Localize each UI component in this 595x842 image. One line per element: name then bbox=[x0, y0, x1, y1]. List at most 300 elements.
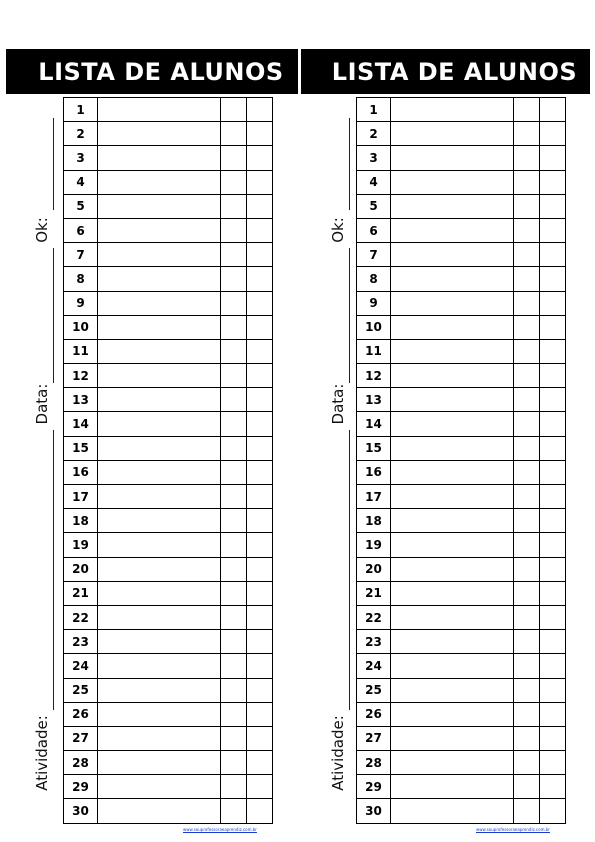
student-row bbox=[64, 557, 273, 581]
student-name-field[interactable] bbox=[391, 630, 514, 654]
check-box-cell[interactable] bbox=[247, 122, 273, 146]
student-name-field[interactable] bbox=[98, 460, 221, 484]
student-row bbox=[64, 799, 273, 823]
student-name-field[interactable] bbox=[98, 702, 221, 726]
student-number: 1 bbox=[357, 98, 391, 122]
student-number: 11 bbox=[357, 339, 391, 363]
check-box-cell[interactable] bbox=[514, 194, 540, 218]
check-box-cell[interactable] bbox=[221, 267, 247, 291]
check-box-cell[interactable] bbox=[514, 243, 540, 267]
student-row bbox=[357, 267, 566, 291]
student-number: 11 bbox=[64, 339, 98, 363]
check-box-cell[interactable] bbox=[221, 194, 247, 218]
sidebar-right bbox=[318, 108, 358, 823]
check-box-cell[interactable] bbox=[247, 605, 273, 629]
student-row bbox=[64, 460, 273, 484]
student-name-field[interactable] bbox=[391, 775, 514, 799]
check-box-cell[interactable] bbox=[247, 315, 273, 339]
footer-link-left[interactable]: www.souprofessoraeaprendiz.com.br bbox=[183, 827, 257, 832]
student-row bbox=[357, 460, 566, 484]
check-box-cell[interactable] bbox=[221, 509, 247, 533]
student-row bbox=[64, 315, 273, 339]
student-name-field[interactable] bbox=[98, 775, 221, 799]
check-box-cell[interactable] bbox=[514, 122, 540, 146]
check-box-cell[interactable] bbox=[514, 388, 540, 412]
check-box-cell[interactable] bbox=[221, 460, 247, 484]
check-box-cell[interactable] bbox=[221, 315, 247, 339]
check-box-cell[interactable] bbox=[540, 339, 566, 363]
student-row bbox=[64, 775, 273, 799]
student-row bbox=[357, 702, 566, 726]
check-box-cell[interactable] bbox=[247, 509, 273, 533]
check-box-cell[interactable] bbox=[221, 98, 247, 122]
check-box-cell[interactable] bbox=[514, 775, 540, 799]
student-name-field[interactable] bbox=[391, 291, 514, 315]
check-box-cell[interactable] bbox=[247, 533, 273, 557]
check-box-cell[interactable] bbox=[540, 678, 566, 702]
list-title-text-left: LISTA DE ALUNOS bbox=[38, 57, 284, 86]
data-label-right: Data: bbox=[329, 383, 347, 425]
student-table-right bbox=[356, 97, 566, 824]
student-table-left bbox=[63, 97, 273, 824]
student-number: 5 bbox=[357, 194, 391, 218]
check-box-cell[interactable] bbox=[514, 605, 540, 629]
student-name-field[interactable] bbox=[98, 485, 221, 509]
check-box-cell[interactable] bbox=[221, 170, 247, 194]
student-name-field[interactable] bbox=[391, 485, 514, 509]
student-row bbox=[64, 726, 273, 750]
student-number: 4 bbox=[64, 170, 98, 194]
student-name-field[interactable] bbox=[391, 751, 514, 775]
check-box-cell[interactable] bbox=[247, 436, 273, 460]
student-number: 16 bbox=[64, 460, 98, 484]
student-name-field[interactable] bbox=[98, 98, 221, 122]
student-row bbox=[357, 412, 566, 436]
check-box-cell[interactable] bbox=[221, 557, 247, 581]
student-name-field[interactable] bbox=[98, 557, 221, 581]
student-name-field[interactable] bbox=[98, 364, 221, 388]
check-box-cell[interactable] bbox=[221, 364, 247, 388]
check-box-cell[interactable] bbox=[221, 218, 247, 242]
student-name-field[interactable] bbox=[98, 581, 221, 605]
check-box-cell[interactable] bbox=[514, 630, 540, 654]
student-number: 16 bbox=[357, 460, 391, 484]
student-name-field[interactable] bbox=[98, 533, 221, 557]
student-number: 25 bbox=[357, 678, 391, 702]
student-number: 5 bbox=[64, 194, 98, 218]
check-box-cell[interactable] bbox=[221, 678, 247, 702]
check-box-cell[interactable] bbox=[540, 509, 566, 533]
student-number: 24 bbox=[64, 654, 98, 678]
check-box-cell[interactable] bbox=[221, 291, 247, 315]
student-number: 25 bbox=[64, 678, 98, 702]
student-number: 4 bbox=[357, 170, 391, 194]
student-name-field[interactable] bbox=[391, 364, 514, 388]
check-box-cell[interactable] bbox=[514, 702, 540, 726]
student-number: 22 bbox=[357, 605, 391, 629]
student-name-field[interactable] bbox=[391, 436, 514, 460]
check-box-cell[interactable] bbox=[540, 702, 566, 726]
check-box-cell[interactable] bbox=[221, 799, 247, 823]
student-name-field[interactable] bbox=[98, 436, 221, 460]
student-row bbox=[64, 291, 273, 315]
check-box-cell[interactable] bbox=[514, 146, 540, 170]
check-box-cell[interactable] bbox=[514, 485, 540, 509]
student-name-field[interactable] bbox=[391, 799, 514, 823]
student-row bbox=[357, 726, 566, 750]
student-row bbox=[64, 388, 273, 412]
check-box-cell[interactable] bbox=[247, 339, 273, 363]
check-box-cell[interactable] bbox=[247, 267, 273, 291]
student-number: 1 bbox=[64, 98, 98, 122]
student-row bbox=[357, 605, 566, 629]
student-name-field[interactable] bbox=[98, 799, 221, 823]
student-row bbox=[357, 98, 566, 122]
check-box-cell[interactable] bbox=[540, 218, 566, 242]
student-row bbox=[64, 581, 273, 605]
student-number: 10 bbox=[64, 315, 98, 339]
check-box-cell[interactable] bbox=[540, 170, 566, 194]
check-box-cell[interactable] bbox=[247, 581, 273, 605]
student-name-field[interactable] bbox=[98, 194, 221, 218]
check-box-cell[interactable] bbox=[247, 146, 273, 170]
check-box-cell[interactable] bbox=[514, 533, 540, 557]
check-box-cell[interactable] bbox=[540, 146, 566, 170]
student-number: 10 bbox=[357, 315, 391, 339]
student-number: 18 bbox=[64, 509, 98, 533]
student-row bbox=[357, 170, 566, 194]
student-name-field[interactable] bbox=[98, 243, 221, 267]
check-box-cell[interactable] bbox=[247, 364, 273, 388]
student-name-field[interactable] bbox=[391, 412, 514, 436]
student-name-field[interactable] bbox=[98, 412, 221, 436]
student-name-field[interactable] bbox=[98, 122, 221, 146]
student-number: 21 bbox=[357, 581, 391, 605]
check-box-cell[interactable] bbox=[221, 243, 247, 267]
check-box-cell[interactable] bbox=[514, 654, 540, 678]
check-box-cell[interactable] bbox=[247, 460, 273, 484]
ok-label-right: Ok: bbox=[329, 217, 347, 243]
check-box-cell[interactable] bbox=[514, 364, 540, 388]
student-name-field[interactable] bbox=[98, 218, 221, 242]
check-box-cell[interactable] bbox=[247, 726, 273, 750]
ok-line-left bbox=[53, 118, 54, 210]
student-row bbox=[357, 533, 566, 557]
check-box-cell[interactable] bbox=[247, 799, 273, 823]
student-name-field[interactable] bbox=[391, 267, 514, 291]
student-row bbox=[357, 678, 566, 702]
student-number: 18 bbox=[357, 509, 391, 533]
student-row bbox=[64, 98, 273, 122]
check-box-cell[interactable] bbox=[221, 654, 247, 678]
student-name-field[interactable] bbox=[98, 146, 221, 170]
student-name-field[interactable] bbox=[391, 194, 514, 218]
student-row bbox=[64, 218, 273, 242]
student-name-field[interactable] bbox=[98, 654, 221, 678]
check-box-cell[interactable] bbox=[514, 581, 540, 605]
check-box-cell[interactable] bbox=[540, 388, 566, 412]
check-box-cell[interactable] bbox=[247, 485, 273, 509]
check-box-cell[interactable] bbox=[540, 799, 566, 823]
check-box-cell[interactable] bbox=[540, 267, 566, 291]
student-row bbox=[357, 751, 566, 775]
student-name-field[interactable] bbox=[391, 726, 514, 750]
check-box-cell[interactable] bbox=[247, 678, 273, 702]
check-box-cell[interactable] bbox=[540, 557, 566, 581]
check-box-cell[interactable] bbox=[247, 291, 273, 315]
student-row bbox=[357, 218, 566, 242]
student-name-field[interactable] bbox=[391, 98, 514, 122]
student-row bbox=[64, 436, 273, 460]
check-box-cell[interactable] bbox=[247, 702, 273, 726]
student-name-field[interactable] bbox=[98, 751, 221, 775]
student-number: 17 bbox=[64, 485, 98, 509]
check-box-cell[interactable] bbox=[540, 243, 566, 267]
check-box-cell[interactable] bbox=[247, 654, 273, 678]
student-name-field[interactable] bbox=[391, 605, 514, 629]
student-name-field[interactable] bbox=[98, 726, 221, 750]
check-box-cell[interactable] bbox=[221, 485, 247, 509]
student-name-field[interactable] bbox=[391, 388, 514, 412]
check-box-cell[interactable] bbox=[247, 388, 273, 412]
student-name-field[interactable] bbox=[391, 509, 514, 533]
check-box-cell[interactable] bbox=[247, 630, 273, 654]
check-box-cell[interactable] bbox=[540, 98, 566, 122]
student-number: 12 bbox=[357, 364, 391, 388]
student-name-field[interactable] bbox=[391, 533, 514, 557]
check-box-cell[interactable] bbox=[540, 726, 566, 750]
check-box-cell[interactable] bbox=[221, 412, 247, 436]
check-box-cell[interactable] bbox=[221, 388, 247, 412]
student-number: 7 bbox=[357, 243, 391, 267]
student-name-field[interactable] bbox=[391, 146, 514, 170]
check-box-cell[interactable] bbox=[540, 412, 566, 436]
student-name-field[interactable] bbox=[391, 339, 514, 363]
student-row bbox=[357, 557, 566, 581]
check-box-cell[interactable] bbox=[540, 194, 566, 218]
check-box-cell[interactable] bbox=[221, 146, 247, 170]
student-number: 27 bbox=[64, 726, 98, 750]
check-box-cell[interactable] bbox=[221, 436, 247, 460]
check-box-cell[interactable] bbox=[221, 533, 247, 557]
student-row bbox=[64, 170, 273, 194]
check-box-cell[interactable] bbox=[514, 436, 540, 460]
check-box-cell[interactable] bbox=[221, 339, 247, 363]
student-name-field[interactable] bbox=[391, 581, 514, 605]
check-box-cell[interactable] bbox=[221, 726, 247, 750]
student-name-field[interactable] bbox=[391, 702, 514, 726]
student-name-field[interactable] bbox=[391, 218, 514, 242]
student-name-field[interactable] bbox=[391, 315, 514, 339]
student-row bbox=[357, 654, 566, 678]
student-row bbox=[64, 364, 273, 388]
check-box-cell[interactable] bbox=[514, 509, 540, 533]
student-number: 28 bbox=[64, 751, 98, 775]
student-row bbox=[357, 509, 566, 533]
check-box-cell[interactable] bbox=[514, 460, 540, 484]
ok-line-right bbox=[349, 118, 350, 210]
student-name-field[interactable] bbox=[391, 460, 514, 484]
student-name-field[interactable] bbox=[391, 654, 514, 678]
check-box-cell[interactable] bbox=[514, 339, 540, 363]
student-number: 23 bbox=[64, 630, 98, 654]
check-box-cell[interactable] bbox=[540, 436, 566, 460]
check-box-cell[interactable] bbox=[221, 775, 247, 799]
student-number: 13 bbox=[357, 388, 391, 412]
atividade-line-left bbox=[53, 430, 54, 710]
student-row bbox=[64, 194, 273, 218]
student-name-field[interactable] bbox=[391, 122, 514, 146]
list-title-right bbox=[301, 49, 590, 94]
check-box-cell[interactable] bbox=[221, 605, 247, 629]
list-title-left bbox=[6, 49, 298, 94]
check-box-cell[interactable] bbox=[540, 291, 566, 315]
student-number: 2 bbox=[357, 122, 391, 146]
check-box-cell[interactable] bbox=[514, 170, 540, 194]
student-row bbox=[64, 339, 273, 363]
student-row bbox=[64, 412, 273, 436]
student-row bbox=[64, 485, 273, 509]
student-number: 30 bbox=[64, 799, 98, 823]
check-box-cell[interactable] bbox=[540, 775, 566, 799]
check-box-cell[interactable] bbox=[540, 364, 566, 388]
student-row bbox=[357, 775, 566, 799]
student-row bbox=[357, 581, 566, 605]
student-name-field[interactable] bbox=[98, 630, 221, 654]
student-number: 23 bbox=[357, 630, 391, 654]
student-number: 27 bbox=[357, 726, 391, 750]
atividade-label-left: Atividade: bbox=[33, 715, 51, 791]
student-row bbox=[64, 751, 273, 775]
student-number: 14 bbox=[357, 412, 391, 436]
check-box-cell[interactable] bbox=[540, 630, 566, 654]
student-row bbox=[357, 243, 566, 267]
check-box-cell[interactable] bbox=[514, 218, 540, 242]
check-box-cell[interactable] bbox=[514, 412, 540, 436]
student-row bbox=[64, 702, 273, 726]
check-box-cell[interactable] bbox=[540, 654, 566, 678]
atividade-line-right bbox=[349, 430, 350, 710]
student-number: 9 bbox=[64, 291, 98, 315]
student-number: 20 bbox=[357, 557, 391, 581]
student-number: 12 bbox=[64, 364, 98, 388]
student-name-field[interactable] bbox=[98, 267, 221, 291]
check-box-cell[interactable] bbox=[514, 557, 540, 581]
check-box-cell[interactable] bbox=[540, 315, 566, 339]
student-row bbox=[357, 315, 566, 339]
student-number: 26 bbox=[64, 702, 98, 726]
student-number: 3 bbox=[64, 146, 98, 170]
student-number: 17 bbox=[357, 485, 391, 509]
check-box-cell[interactable] bbox=[514, 678, 540, 702]
check-box-cell[interactable] bbox=[540, 122, 566, 146]
check-box-cell[interactable] bbox=[514, 726, 540, 750]
student-number: 30 bbox=[357, 799, 391, 823]
student-name-field[interactable] bbox=[98, 170, 221, 194]
student-name-field[interactable] bbox=[391, 170, 514, 194]
student-name-field[interactable] bbox=[98, 678, 221, 702]
student-row bbox=[64, 654, 273, 678]
student-row bbox=[64, 122, 273, 146]
check-box-cell[interactable] bbox=[540, 533, 566, 557]
student-name-field[interactable] bbox=[98, 388, 221, 412]
check-box-cell[interactable] bbox=[221, 630, 247, 654]
student-number: 29 bbox=[357, 775, 391, 799]
student-name-field[interactable] bbox=[98, 509, 221, 533]
check-box-cell[interactable] bbox=[221, 702, 247, 726]
check-box-cell[interactable] bbox=[247, 751, 273, 775]
student-row bbox=[357, 388, 566, 412]
check-box-cell[interactable] bbox=[247, 98, 273, 122]
student-row bbox=[64, 267, 273, 291]
student-number: 19 bbox=[64, 533, 98, 557]
check-box-cell[interactable] bbox=[221, 751, 247, 775]
check-box-cell[interactable] bbox=[540, 581, 566, 605]
student-number: 2 bbox=[64, 122, 98, 146]
check-box-cell[interactable] bbox=[514, 751, 540, 775]
check-box-cell[interactable] bbox=[247, 243, 273, 267]
student-rows-left bbox=[64, 98, 273, 824]
student-row bbox=[357, 122, 566, 146]
student-row bbox=[357, 339, 566, 363]
student-row bbox=[357, 146, 566, 170]
student-number: 20 bbox=[64, 557, 98, 581]
student-name-field[interactable] bbox=[391, 243, 514, 267]
student-name-field[interactable] bbox=[391, 557, 514, 581]
student-row bbox=[357, 436, 566, 460]
student-name-field[interactable] bbox=[98, 315, 221, 339]
student-row bbox=[64, 533, 273, 557]
check-box-cell[interactable] bbox=[514, 98, 540, 122]
check-box-cell[interactable] bbox=[221, 122, 247, 146]
footer-link-right[interactable]: www.souprofessoraeaprendiz.com.br bbox=[476, 827, 550, 832]
student-number: 21 bbox=[64, 581, 98, 605]
student-number: 26 bbox=[357, 702, 391, 726]
student-number: 6 bbox=[357, 218, 391, 242]
check-box-cell[interactable] bbox=[247, 775, 273, 799]
check-box-cell[interactable] bbox=[247, 412, 273, 436]
check-box-cell[interactable] bbox=[247, 557, 273, 581]
list-title-text-right: LISTA DE ALUNOS bbox=[331, 57, 578, 86]
student-row bbox=[64, 630, 273, 654]
check-box-cell[interactable] bbox=[221, 581, 247, 605]
student-number: 3 bbox=[357, 146, 391, 170]
check-box-cell[interactable] bbox=[514, 267, 540, 291]
check-box-cell[interactable] bbox=[247, 218, 273, 242]
check-box-cell[interactable] bbox=[540, 460, 566, 484]
data-label-left: Data: bbox=[33, 383, 51, 425]
student-name-field[interactable] bbox=[98, 605, 221, 629]
check-box-cell[interactable] bbox=[514, 315, 540, 339]
check-box-cell[interactable] bbox=[540, 485, 566, 509]
data-line-right bbox=[349, 248, 350, 383]
student-number: 29 bbox=[64, 775, 98, 799]
student-name-field[interactable] bbox=[98, 291, 221, 315]
check-box-cell[interactable] bbox=[540, 605, 566, 629]
check-box-cell[interactable] bbox=[247, 170, 273, 194]
student-number: 13 bbox=[64, 388, 98, 412]
check-box-cell[interactable] bbox=[514, 291, 540, 315]
student-name-field[interactable] bbox=[391, 678, 514, 702]
check-box-cell[interactable] bbox=[540, 751, 566, 775]
student-row bbox=[357, 485, 566, 509]
student-name-field[interactable] bbox=[98, 339, 221, 363]
check-box-cell[interactable] bbox=[514, 799, 540, 823]
check-box-cell[interactable] bbox=[247, 194, 273, 218]
student-row bbox=[357, 799, 566, 823]
student-number: 7 bbox=[64, 243, 98, 267]
student-row bbox=[64, 146, 273, 170]
